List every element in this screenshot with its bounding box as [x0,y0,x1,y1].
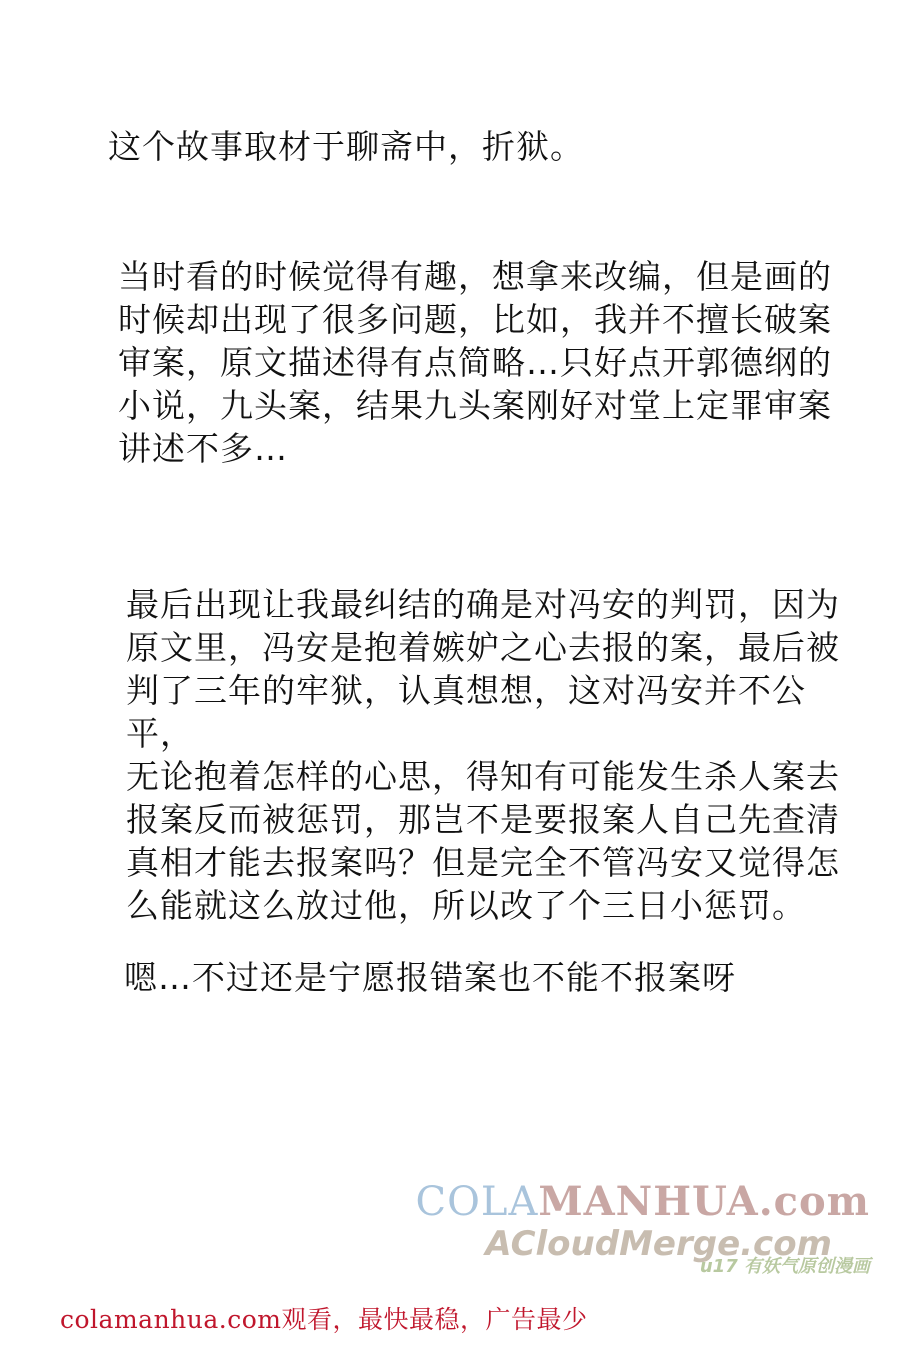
watermark-logo [416,1178,871,1225]
watermark-manhua: MANHUA.com [538,1178,870,1225]
afterword-paragraph-4: 嗯…不过还是宁愿报错案也不能不报案呀 [124,958,736,997]
afterword-paragraph-3: 最后出现让我最纠结的确是对冯安的判罚，因为 原文里，冯安是抱着嫉妒之心去报的案，最后被 判了三年的牢狱，认真想想，这对冯安并不公平， 无论抱着怎样的心思，得知有可能发生杀人案去 报案反而被惩罚，那岂不是要报案人自己先查清 真相才能去报案吗？但是完全不管冯安又觉得怎 么能就这么放过他，所以改了个三日小惩罚。 [126,585,840,925]
watermark-acloudmerge: ACloudMerge.com [485,1224,832,1264]
watermark-cola: COLA [415,1179,539,1225]
afterword-paragraph-1: 这个故事取材于聊斋中，折狱。 [108,127,584,166]
afterword-paragraph-2: 当时看的时候觉得有趣，想拿来改编，但是画的 时候却出现了很多问题，比如，我并不擅长破案 审案，原文描述得有点简略…只好点开郭德纲的 小说，九头案，结果九头案刚好对堂上定罪审案 讲述不多… [118,257,832,468]
footer-ad-text: colamanhua.com观看，最快最稳，广告最少 [60,1305,588,1334]
site-watermark [415,1178,870,1288]
watermark-u17-logo: u17 有妖气原创漫画 [699,1256,870,1277]
